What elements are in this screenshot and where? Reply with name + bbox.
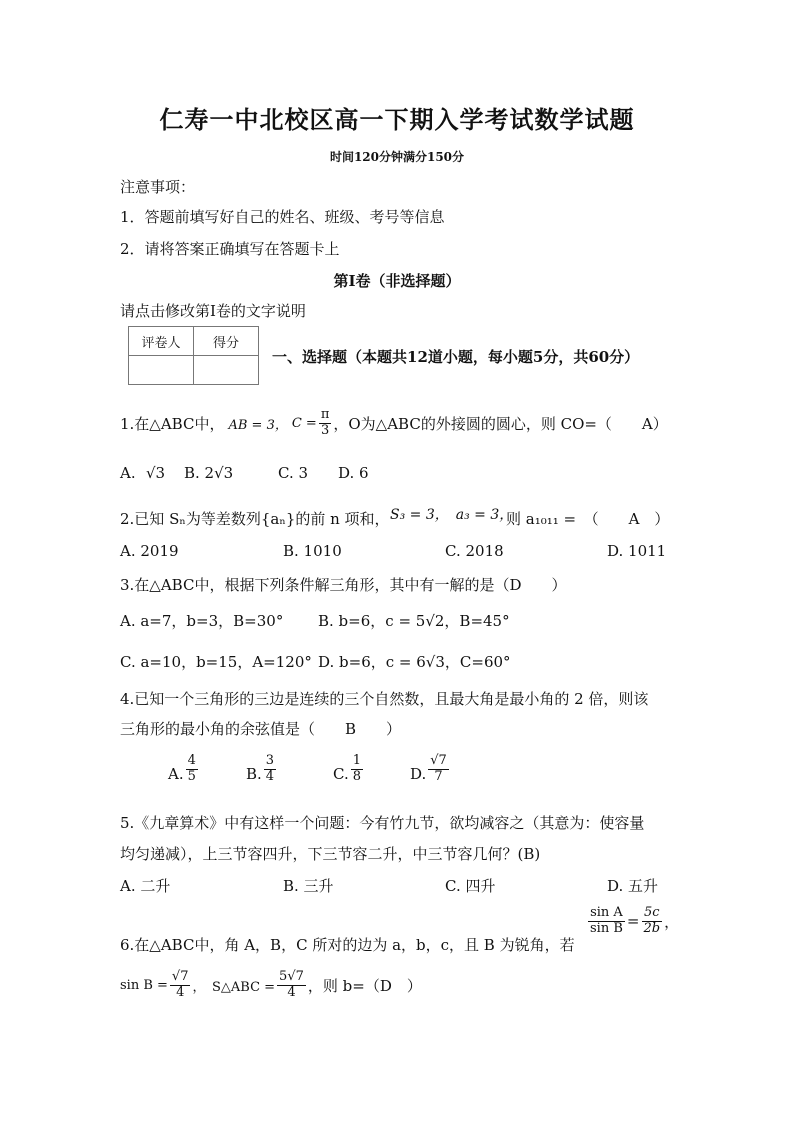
- q3-option-c: C. a=10，b=15，A=120°: [120, 653, 312, 671]
- q1-prefix: 1.在△ABC中，: [120, 414, 225, 433]
- q4-d-den: 7: [434, 768, 443, 784]
- q5-option-d: D. 五升: [607, 877, 659, 895]
- q6-5c: 5c: [643, 905, 660, 920]
- notice-item-1: 1．答题前填写好自己的姓名、班级、考号等信息: [120, 208, 445, 226]
- q6-area-den: 4: [287, 984, 296, 1000]
- q6-ratio: [586, 906, 679, 937]
- grader-score-table: [128, 326, 259, 385]
- notice-heading: 注意事项：: [120, 178, 196, 196]
- q5-option-a: A. 二升: [120, 877, 171, 895]
- q6-area-num: 5√7: [279, 969, 304, 984]
- q4-option-d: [410, 754, 451, 785]
- q4-b-den: 4: [265, 768, 275, 784]
- q1-option-c: C. 3: [278, 464, 309, 482]
- exam-time-score: 时间120分钟满分150分: [329, 150, 465, 164]
- q1-c-den: 3: [320, 422, 330, 438]
- q4-a-den: 5: [187, 768, 196, 784]
- q1-option-a-value: √3: [146, 464, 166, 482]
- section-title: 第I卷（非选择题）: [333, 272, 461, 290]
- q4-b-num: 3: [265, 753, 275, 768]
- q2-option-b: B. 1010: [283, 542, 342, 560]
- q5-option-c: C. 四升: [445, 877, 496, 895]
- question-1: [120, 408, 668, 439]
- q1-option-d: D. 6: [338, 464, 369, 482]
- q6-sinb-fraction: [170, 970, 191, 1001]
- q4-option-a-fraction: [186, 754, 198, 785]
- q5-line-1: 5.《九章算术》中有这样一个问题：今有竹九节，欲均减容之（其意为：使容量: [120, 814, 645, 832]
- q4-option-c-fraction: [351, 754, 363, 785]
- q4-option-b-label: B.: [246, 764, 262, 783]
- q3-option-a: A. a=7，b=3，B=30°: [120, 612, 284, 630]
- q2-ask: 则 a₁₀₁₁ = （ A ）: [506, 510, 670, 528]
- q4-option-d-fraction: [428, 754, 449, 785]
- q4-c-den: 8: [352, 768, 361, 784]
- q6-sin-a: sin A: [590, 905, 623, 920]
- q4-d-num: √7: [430, 753, 447, 768]
- q1-option-b: B. 2√3: [184, 464, 234, 482]
- q1-option-a: A.: [120, 464, 136, 482]
- q6-area-lhs: ， S△ABC =: [192, 979, 276, 995]
- q1-ab: AB = 3，: [228, 417, 288, 433]
- grader-header: 评卷人: [129, 327, 194, 356]
- q6-sinb-lhs: sin B =: [120, 977, 168, 993]
- q1-c-lhs: C =: [291, 415, 317, 431]
- q5-option-b: B. 三升: [283, 877, 334, 895]
- q2-option-d: D. 1011: [607, 542, 667, 560]
- grader-cell: [129, 356, 194, 385]
- q4-a-num: 4: [187, 753, 196, 768]
- q3-text: 3.在△ABC中，根据下列条件解三角形，其中有一解的是（D ）: [120, 576, 567, 594]
- q4-option-c: [333, 754, 365, 785]
- section-note: 请点击修改第I卷的文字说明: [120, 302, 306, 320]
- q6-line-1: 6.在△ABC中，角 A，B，C 所对的边为 a，b，c，且 B 为锐角，若: [120, 936, 575, 954]
- q6-comma: ，: [664, 912, 680, 931]
- q6-sin-ratio: [588, 906, 625, 937]
- q2-conditions: S₃ = 3， a₃ = 3，: [390, 507, 514, 523]
- q4-line-2: 三角形的最小角的余弦值是（ B ）: [120, 720, 402, 738]
- q2-text: 2.已知 Sₙ为等差数列{aₙ}的前 n 项和，: [120, 510, 390, 528]
- q6-sin-b: sin B: [590, 920, 623, 936]
- notice-item-2: 2．请将答案正确填写在答题卡上: [120, 240, 340, 258]
- q5-line-2: 均匀递减），上三节容四升，下三节容二升，中三节容几何？(B): [120, 845, 541, 863]
- q1-body: ，O为△ABC的外接圆的圆心，则 CO=（ A）: [333, 414, 668, 433]
- q1-c-num: π: [320, 407, 330, 422]
- q6-line-2: [120, 970, 422, 1001]
- q6-sinb-den: 4: [176, 984, 185, 1000]
- q4-line-1: 4.已知一个三角形的三边是连续的三个自然数，且最大角是最小角的 2 倍，则该: [120, 690, 649, 708]
- page-title: 仁寿一中北校区高一下期入学考试数学试题: [159, 105, 635, 134]
- part-one-title: 一、选择题（本题共12道小题，每小题5分，共60分）: [272, 348, 640, 366]
- q3-option-d: D. b=6，c = 6√3，C=60°: [318, 653, 511, 671]
- q6-ratio-equals: =: [626, 912, 640, 931]
- q4-option-b-fraction: [264, 754, 276, 785]
- q4-option-a-label: A.: [168, 764, 184, 783]
- q6-area-fraction: [277, 970, 306, 1001]
- q4-option-a: [168, 754, 200, 785]
- q4-option-c-label: C.: [333, 764, 349, 783]
- score-cell: [194, 356, 259, 385]
- q6-2b: 2b: [643, 920, 661, 936]
- score-header: 得分: [194, 327, 259, 356]
- q6-side-ratio: [641, 906, 662, 937]
- q6-ask: ，则 b=（D ）: [307, 976, 422, 995]
- q4-option-b: [246, 754, 278, 785]
- q4-c-num: 1: [352, 753, 361, 768]
- q3-option-b: B. b=6，c = 5√2，B=45°: [318, 612, 510, 630]
- q4-option-d-label: D.: [410, 764, 427, 783]
- q2-option-c: C. 2018: [445, 542, 504, 560]
- q1-c-fraction: [319, 408, 332, 439]
- q2-option-a: A. 2019: [120, 542, 179, 560]
- q6-sinb-num: √7: [171, 969, 189, 984]
